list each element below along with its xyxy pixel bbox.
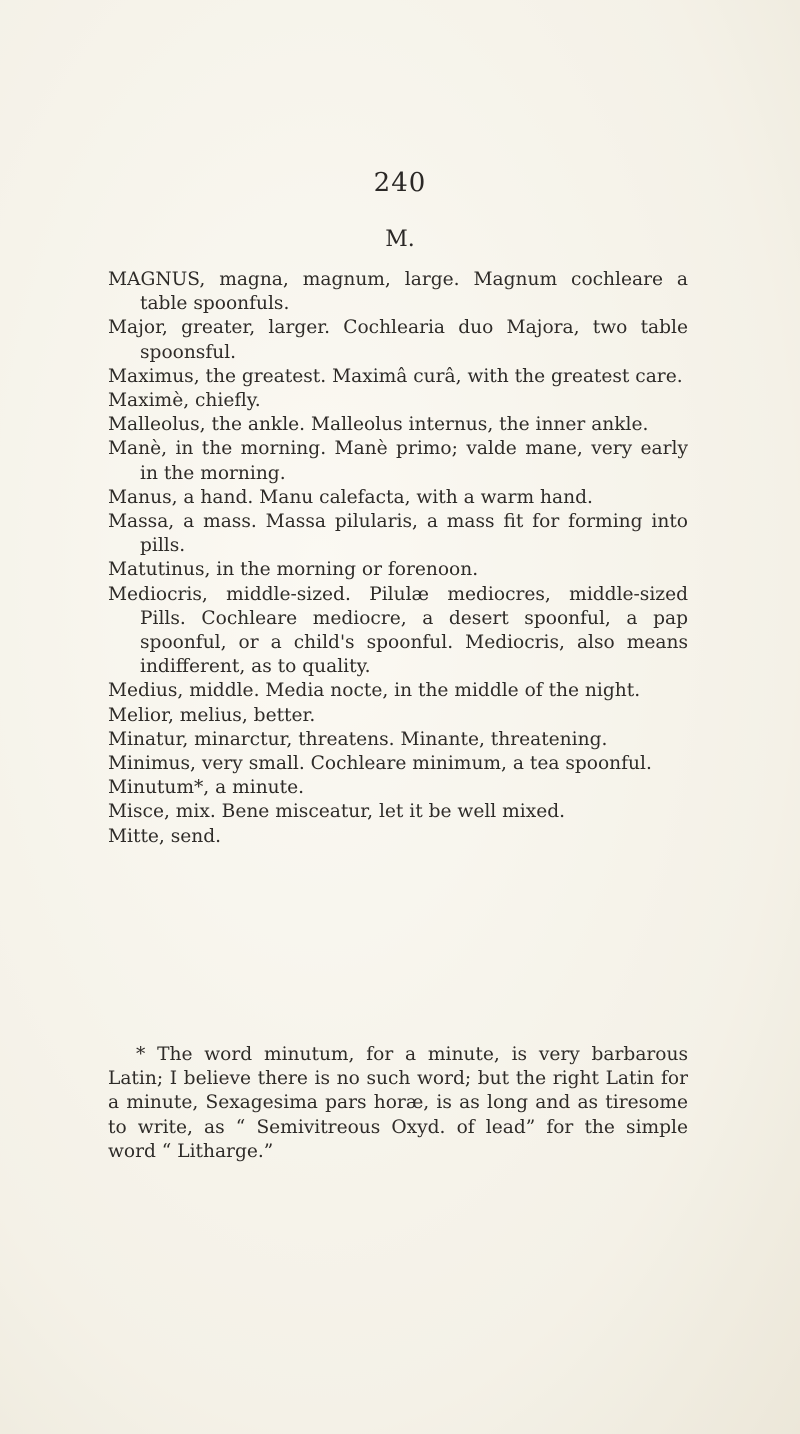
footnote: * The word minutum, for a minute, is very barbarous Latin; I believe there is no such word; but the right Latin for a minute, Sexagesima pars horæ, is as long and as tiresome to write, as “ Semivitreous Oxyd. of lead” for the simple word “ Litharge.” <box>108 1044 688 1162</box>
glossary-entry: Minutum*, a minute. <box>108 777 305 799</box>
glossary-entry: Mitte, send. <box>108 825 222 847</box>
section-letter: M. <box>385 227 415 252</box>
glossary-entry: Mediocris, middle-sized. Pilulæ mediocres, middle-sized Pills. Cochleare mediocre, a desert spoonful, a pap spoonful, or a child's spoonful. Mediocris, also means indifferent, as to quality. <box>108 583 688 678</box>
glossary-entry: Malleolus, the ankle. Malleolus internus, the inner ankle. <box>108 414 649 436</box>
glossary-entry: Maximè, chiefly. <box>108 390 261 412</box>
glossary-entry: Major, greater, larger. Cochlearia duo Majora, two table spoonsful. <box>108 317 688 363</box>
glossary-entry: Melior, melius, better. <box>108 704 316 726</box>
glossary-entry: Maximus, the greatest. Maximâ curâ, with the greatest care. <box>108 365 683 387</box>
glossary-entry: MAGNUS, magna, magnum, large. Magnum cochleare a table spoonfuls. <box>108 269 688 315</box>
glossary-entry: Manus, a hand. Manu calefacta, with a warm hand. <box>108 486 593 508</box>
glossary-entry: Medius, middle. Media nocte, in the middle of the night. <box>108 680 641 702</box>
glossary-entry: Manè, in the morning. Manè primo; valde mane, very early in the morning. <box>108 438 688 484</box>
glossary-entries <box>108 268 688 849</box>
page-number: 240 <box>373 168 427 198</box>
glossary-entry: Massa, a mass. Massa pilularis, a mass fit for forming into pills. <box>108 511 688 557</box>
glossary-entry: Minimus, very small. Cochleare minimum, a tea spoonful. <box>108 753 652 775</box>
glossary-entry: Misce, mix. Bene misceatur, let it be well mixed. <box>108 801 566 823</box>
glossary-entry: Minatur, minarctur, threatens. Minante, threatening. <box>108 728 608 750</box>
glossary-entry: Matutinus, in the morning or forenoon. <box>108 559 479 581</box>
